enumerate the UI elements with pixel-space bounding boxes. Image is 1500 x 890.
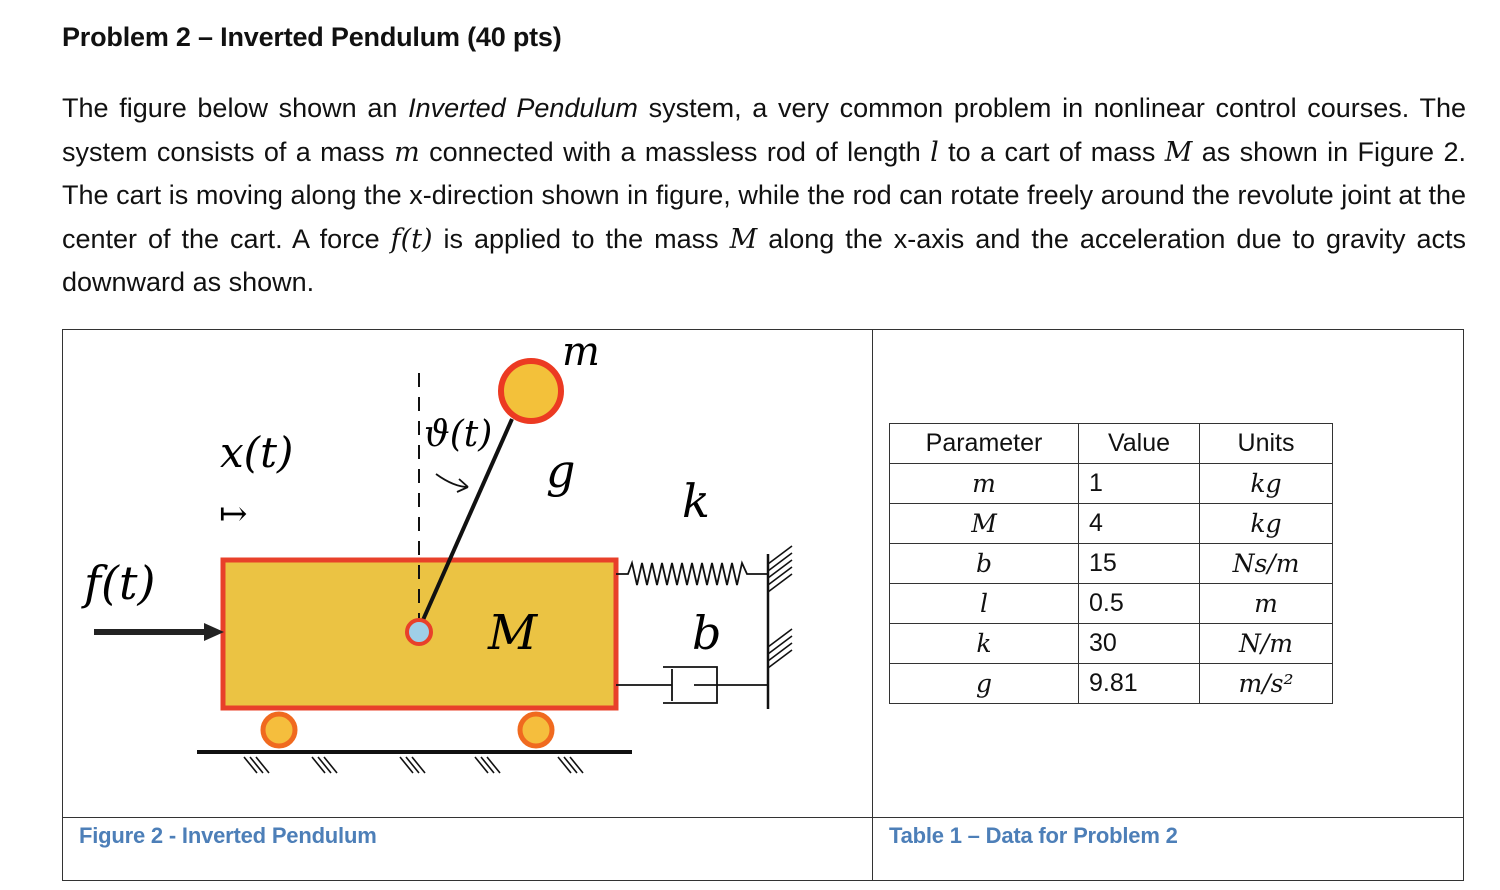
para-text-1: The figure below shown an: [62, 93, 409, 123]
value-cell: 9.81: [1079, 664, 1200, 704]
para-text-7: along the x-axis and the acceleration due to gravity acts downward as shown.: [62, 223, 1466, 297]
param-cell: b: [890, 544, 1079, 584]
table-row: [890, 584, 1333, 624]
para-text-2: system, a very common problem in nonlinear control courses. The system consists of a mass: [62, 93, 1467, 167]
value-cell: 1: [1079, 464, 1200, 504]
table-row: [890, 464, 1333, 504]
frame-vertical-divider: [872, 330, 873, 880]
label-g: g: [546, 444, 576, 498]
symbol-l: l: [930, 136, 939, 168]
unit-cell: kg: [1200, 504, 1333, 544]
table-header-row: [890, 424, 1333, 464]
frame-horizontal-divider: [63, 817, 1463, 818]
label-M: M: [488, 605, 538, 661]
label-b: b: [692, 606, 722, 660]
symbol-M-2: M: [729, 223, 758, 255]
unit-cell: m/s²: [1200, 664, 1333, 704]
value-cell: 0.5: [1079, 584, 1200, 624]
table-row: [890, 664, 1333, 704]
value-cell: 15: [1079, 544, 1200, 584]
table-row: [890, 504, 1333, 544]
pivot-joint: [407, 620, 431, 644]
para-text-3: connected with a massless rod of length: [419, 136, 931, 167]
symbol-M: M: [1164, 136, 1193, 168]
wall-hatching: [768, 546, 792, 668]
left-wheel: [263, 714, 295, 746]
param-cell: m: [890, 464, 1079, 504]
para-text-italic: Inverted Pendulum: [408, 93, 638, 123]
problem-title: Problem 2 – Inverted Pendulum (40 pts): [62, 22, 562, 52]
para-text-5: as shown in Figure 2. The cart is moving along the x-direction shown in figure, while the rod can rotate freely around the revolute joint at the center of the cart. A force: [62, 136, 1466, 254]
label-theta: ϑ(t): [424, 414, 493, 455]
x-direction-arrow: ↦: [219, 494, 248, 534]
para-text-4: to a cart of mass: [938, 136, 1165, 167]
para-text-6: is applied to the mass: [432, 223, 730, 254]
symbol-f: f(t): [390, 223, 433, 255]
theta-arc: [436, 474, 468, 487]
value-cell: 4: [1079, 504, 1200, 544]
param-cell: g: [890, 664, 1079, 704]
label-k: k: [682, 474, 710, 528]
header-units: Units: [1200, 424, 1333, 464]
value-cell: 30: [1079, 624, 1200, 664]
label-x: x(t): [220, 428, 294, 477]
label-m: m: [562, 329, 600, 375]
unit-cell: N/m: [1200, 624, 1333, 664]
pendulum-bob: [501, 361, 561, 421]
problem-description: [62, 87, 1466, 305]
figure-caption: Figure 2 - Inverted Pendulum: [79, 823, 377, 848]
symbol-m: m: [394, 136, 420, 168]
unit-cell: m: [1200, 584, 1333, 624]
table-caption: Table 1 – Data for Problem 2: [889, 823, 1178, 848]
param-cell: k: [890, 624, 1079, 664]
spring: [616, 563, 768, 585]
ground-hatching: [244, 757, 583, 773]
header-parameter: Parameter: [890, 424, 1079, 464]
param-cell: l: [890, 584, 1079, 624]
table-row: [890, 544, 1333, 584]
header-value: Value: [1079, 424, 1200, 464]
table-row: [890, 624, 1333, 664]
inverted-pendulum-figure: [62, 329, 872, 817]
unit-cell: kg: [1200, 464, 1333, 504]
parameter-table: [889, 423, 1333, 704]
param-cell: M: [890, 504, 1079, 544]
unit-cell: Ns/m: [1200, 544, 1333, 584]
label-f: f(t): [84, 556, 156, 610]
right-wheel: [520, 714, 552, 746]
